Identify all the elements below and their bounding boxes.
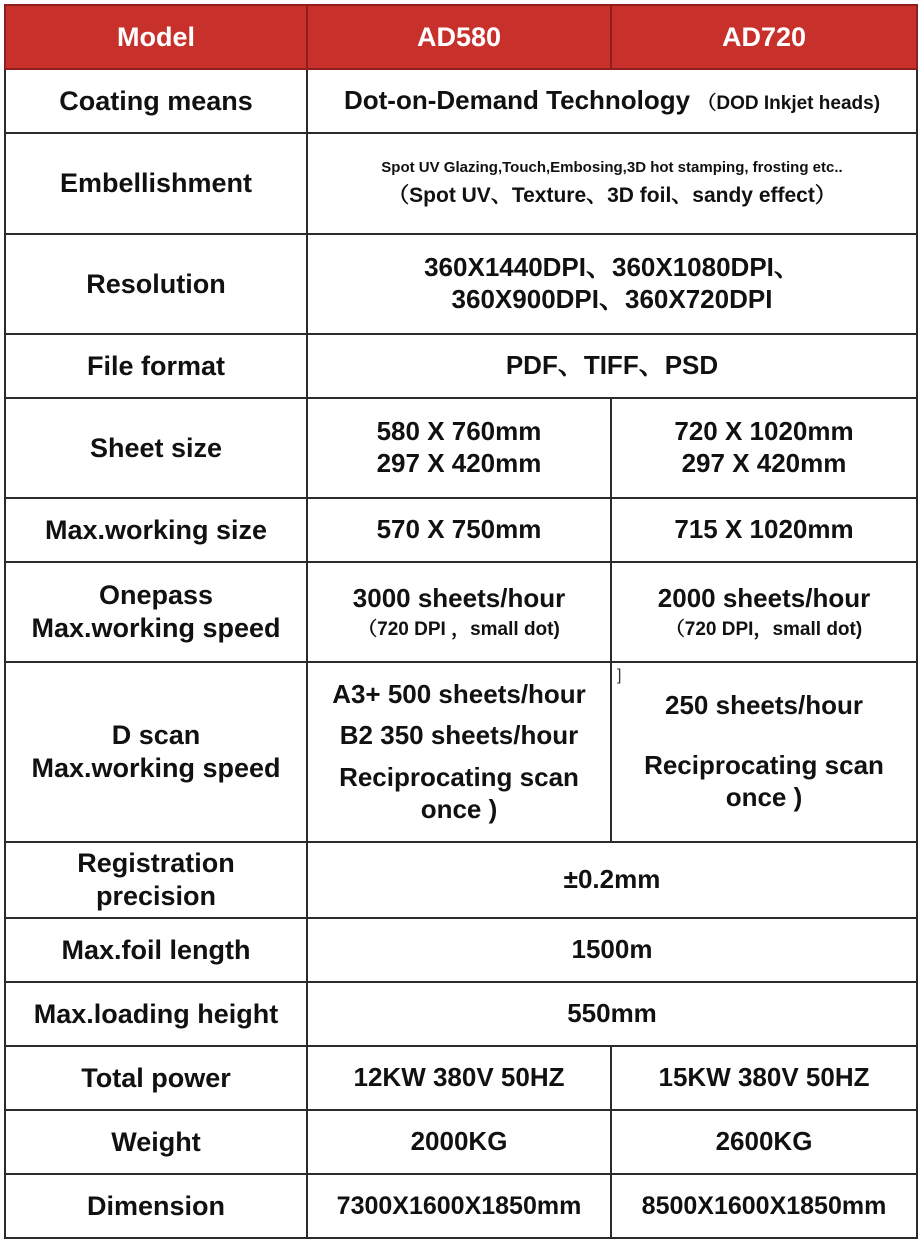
value-onepass-ad720 — [611, 562, 917, 662]
coating-main: Dot-on-Demand Technology — [343, 85, 691, 116]
value-dimension-ad720: 8500X1600X1850mm — [611, 1174, 917, 1238]
label-file-format: File format — [5, 334, 307, 398]
sheet-size-ad580-line1: 580 X 760mm — [376, 416, 542, 447]
d-scan-label-line2: Max.working speed — [31, 753, 281, 783]
value-embellishment — [307, 133, 917, 234]
value-d-scan-ad720 — [611, 662, 917, 842]
registration-label-line2: precision — [95, 881, 217, 911]
onepass-label-line2: Max.working speed — [31, 613, 281, 643]
embellishment-line1: Spot UV Glazing,Touch,Embosing,3D hot stamping, frosting etc.. — [381, 158, 843, 176]
onepass-label-line1: Onepass — [98, 580, 214, 611]
label-d-scan — [5, 662, 307, 842]
value-file-format: PDF、TIFF、PSD — [307, 334, 917, 398]
sheet-size-ad580-line2: 297 X 420mm — [376, 448, 542, 478]
label-total-power: Total power — [5, 1046, 307, 1110]
onepass-ad720-line2: （720 DPI，small dot) — [665, 619, 863, 641]
stray-bracket-mark: ] — [617, 667, 622, 684]
label-max-foil-length: Max.foil length — [5, 918, 307, 982]
onepass-ad580-line2: （720 DPI ，small dot) — [358, 619, 560, 641]
header-model: Model — [5, 5, 307, 69]
d-scan-ad580-line3: Reciprocating scan — [339, 762, 579, 792]
label-dimension: Dimension — [5, 1174, 307, 1238]
resolution-line1: 360X1440DPI、360X1080DPI、 — [424, 252, 800, 283]
row-coating — [5, 69, 917, 133]
onepass-ad580-line1: 3000 sheets/hour — [352, 582, 566, 613]
value-max-loading-height: 550mm — [307, 982, 917, 1046]
row-dimension — [5, 1174, 917, 1238]
label-onepass — [5, 562, 307, 662]
d-scan-ad580-line2: B2 350 sheets/hour — [339, 720, 579, 751]
registration-label-line1: Registration — [77, 848, 235, 879]
d-scan-ad720-line1: 250 sheets/hour — [665, 690, 863, 721]
row-file-format — [5, 334, 917, 398]
sheet-size-ad720-line2: 297 X 420mm — [681, 448, 847, 478]
label-registration — [5, 842, 307, 918]
value-resolution — [307, 234, 917, 334]
label-resolution: Resolution — [5, 234, 307, 334]
d-scan-ad580-line1: A3+ 500 sheets/hour — [332, 678, 586, 709]
row-max-working-size — [5, 498, 917, 562]
value-sheet-size-ad720 — [611, 398, 917, 498]
d-scan-ad720-line3: once ) — [725, 781, 803, 812]
value-d-scan-ad580 — [307, 662, 611, 842]
value-weight-ad580: 2000KG — [307, 1110, 611, 1174]
label-sheet-size: Sheet size — [5, 398, 307, 498]
row-weight — [5, 1110, 917, 1174]
row-max-foil-length — [5, 918, 917, 982]
resolution-line2: 360X900DPI、360X720DPI — [451, 284, 773, 314]
value-weight-ad720: 2600KG — [611, 1110, 917, 1174]
row-sheet-size — [5, 398, 917, 498]
value-registration: ±0.2mm — [307, 842, 917, 918]
value-max-working-size-ad580: 570 X 750mm — [307, 498, 611, 562]
value-onepass-ad580 — [307, 562, 611, 662]
value-dimension-ad580: 7300X1600X1850mm — [307, 1174, 611, 1238]
d-scan-ad580-line4: once ) — [420, 793, 498, 824]
header-ad580: AD580 — [307, 5, 611, 69]
d-scan-ad720-line2: Reciprocating scan — [644, 750, 884, 781]
d-scan-label-line1: D scan — [111, 720, 201, 751]
label-max-working-size: Max.working size — [5, 498, 307, 562]
row-total-power — [5, 1046, 917, 1110]
value-max-working-size-ad720: 715 X 1020mm — [611, 498, 917, 562]
coating-note: （DOD Inkjet heads) — [697, 93, 881, 115]
header-ad720: AD720 — [611, 5, 917, 69]
label-embellishment: Embellishment — [5, 133, 307, 234]
row-max-loading-height — [5, 982, 917, 1046]
row-d-scan — [5, 662, 917, 842]
label-max-loading-height: Max.loading height — [5, 982, 307, 1046]
value-max-foil-length: 1500m — [307, 918, 917, 982]
value-sheet-size-ad580 — [307, 398, 611, 498]
row-embellishment — [5, 133, 917, 234]
value-coating — [307, 69, 917, 133]
row-resolution — [5, 234, 917, 334]
onepass-ad720-line1: 2000 sheets/hour — [657, 582, 871, 613]
sheet-size-ad720-line1: 720 X 1020mm — [674, 416, 854, 447]
label-coating: Coating means — [5, 69, 307, 133]
row-onepass — [5, 562, 917, 662]
value-total-power-ad580: 12KW 380V 50HZ — [307, 1046, 611, 1110]
row-registration — [5, 842, 917, 918]
header-row — [5, 5, 917, 69]
label-weight: Weight — [5, 1110, 307, 1174]
spec-table — [4, 4, 918, 1239]
value-total-power-ad720: 15KW 380V 50HZ — [611, 1046, 917, 1110]
embellishment-line2: （Spot UV、Texture、3D foil、sandy effect） — [388, 183, 836, 207]
